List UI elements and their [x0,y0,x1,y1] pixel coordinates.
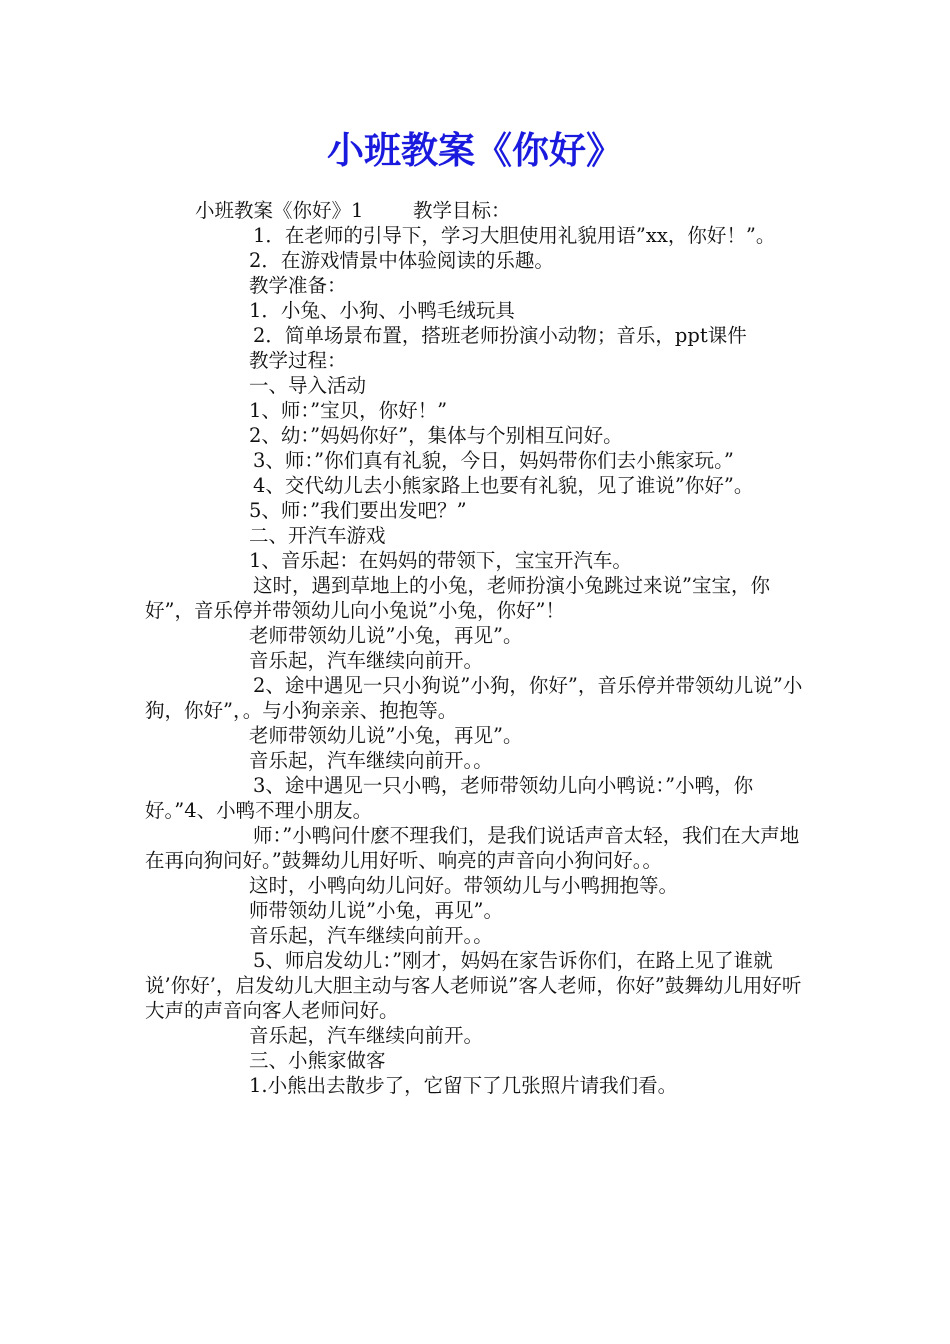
paragraph: 师：”小鸭问什麽不理我们，是我们说话声音太轻，我们在大声地在再向狗问好。”鼓舞幼儿用好听、响亮的声音向小狗问好。。 [145,824,800,872]
paragraph: 音乐起，汽车继续向前开。 [249,1024,484,1047]
paragraph: 1、音乐起：在妈妈的带领下，宝宝开汽车。 [249,549,632,572]
paragraph: 1．在老师的引导下，学习大胆使用礼貌用语”xx，你好！”。 [253,224,776,247]
document-title: 小班教案《你好》 [327,128,623,172]
paragraph: 老师带领幼儿说”小兔，再见”。 [249,624,523,647]
paragraph: 1、师：”宝贝，你好！” [249,399,448,422]
paragraph: 2．简单场景布置，搭班老师扮演小动物；音乐，ppt课件 [253,324,747,347]
document-body [145,198,810,1098]
paragraph: 1.小熊出去散步了，它留下了几张照片请我们看。 [249,1074,678,1097]
paragraph: 2．在游戏情景中体验阅读的乐趣。 [249,249,554,272]
paragraph: 3、师：”你们真有礼貌，今日，妈妈带你们去小熊家玩。” [253,449,734,472]
paragraph: 音乐起，汽车继续向前开。 [249,649,484,672]
paragraph: 音乐起，汽车继续向前开。。 [249,924,493,947]
paragraph: 2、途中遇见一只小狗说”小狗，你好”，音乐停并带领幼儿说”小狗，你好”，。与小狗亲亲、抱抱等。 [145,674,803,722]
paragraph: 三、小熊家做客 [249,1049,386,1072]
paragraph: 5、师启发幼儿：”刚才，妈妈在家告诉你们，在路上见了谁就说’你好’，启发幼儿大胆主动与客人老师说”客人老师，你好”鼓舞幼儿用好听大声的声音向客人老师问好。 [145,949,802,1022]
paragraph: 这时，小鸭向幼儿问好。带领幼儿与小鸭拥抱等。 [249,874,679,897]
paragraph: 5、师：”我们要出发吧？” [249,499,467,522]
paragraph: 师带领幼儿说”小兔，再见”。 [249,899,503,922]
paragraph: 一、导入活动 [249,374,367,397]
paragraph: 教学过程： [249,349,347,372]
paragraph: 二、开汽车游戏 [249,524,386,547]
paragraph: 3、途中遇见一只小鸭，老师带领幼儿向小鸭说：”小鸭，你好。”4、小鸭不理小朋友。 [145,774,754,822]
paragraph: 音乐起，汽车继续向前开。。 [249,749,493,772]
paragraph: 这时，遇到草地上的小兔，老师扮演小兔跳过来说”宝宝，你好”，音乐停并带领幼儿向小兔说”小兔，你好”！ [145,574,770,622]
paragraph: 教学准备： [249,274,347,297]
paragraph: 小班教案《你好》1 教学目标： [195,199,511,222]
paragraph: 4、交代幼儿去小熊家路上也要有礼貌，见了谁说”你好”。 [253,474,754,497]
paragraph: 老师带领幼儿说”小兔，再见”。 [249,724,523,747]
paragraph: 2、幼：”妈妈你好”，集体与个别相互问好。 [249,424,623,447]
paragraph: 1．小兔、小狗、小鸭毛绒玩具 [249,299,515,322]
